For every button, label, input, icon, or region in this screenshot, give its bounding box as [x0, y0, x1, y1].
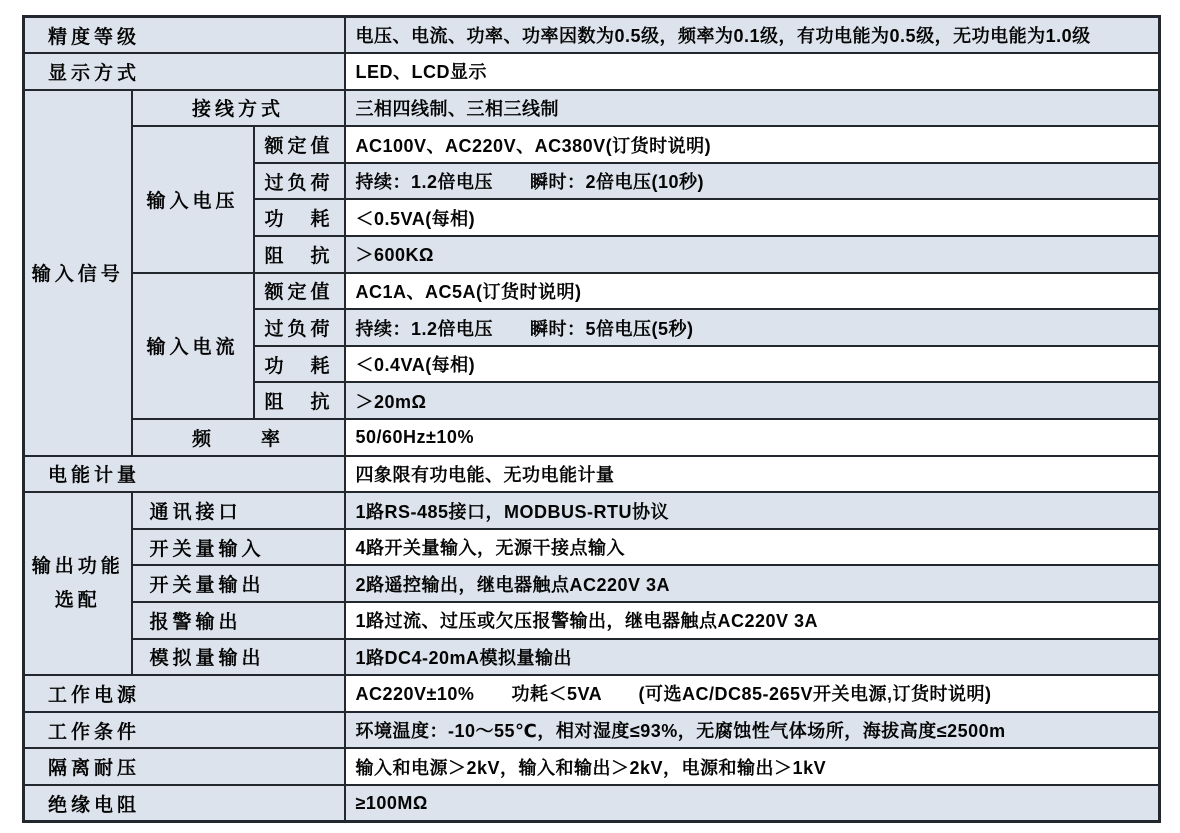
spec-row	[24, 53, 1160, 90]
group-label-output-functions-line1: 输出功能	[31, 556, 124, 578]
spec-value-frequency: 50/60Hz±10%	[345, 419, 1160, 456]
spec-row	[24, 639, 1160, 676]
spec-row	[24, 748, 1160, 785]
spec-row	[24, 90, 1160, 127]
spec-value-current-impedance: ＞20mΩ	[345, 382, 1160, 419]
spec-value-power-supply: AC220V±10% 功耗＜5VA (可选AC/DC85-265V开关电源,订货时说明)	[345, 675, 1160, 712]
spec-row	[24, 712, 1160, 749]
spec-label-switch-input: 开关量输入	[132, 529, 345, 566]
spec-label-frequency: 频 率	[132, 419, 345, 456]
spec-value-wiring-mode: 三相四线制、三相三线制	[345, 90, 1160, 127]
spec-value-comm-interface: 1路RS-485接口，MODBUS-RTU协议	[345, 492, 1160, 529]
spec-row	[24, 492, 1160, 529]
spec-row	[24, 565, 1160, 602]
spec-label-display-mode: 显示方式	[24, 53, 345, 90]
spec-row	[24, 17, 1160, 54]
spec-table	[22, 15, 1161, 823]
spec-row	[24, 126, 1160, 163]
spec-row	[24, 529, 1160, 566]
spec-label-working-conditions: 工作条件	[24, 712, 345, 749]
spec-value-current-rated: AC1A、AC5A(订货时说明)	[345, 273, 1160, 310]
spec-value-isolation-withstand: 输入和电源＞2kV，输入和输出＞2kV，电源和输出＞1kV	[345, 748, 1160, 785]
spec-value-insulation-resistance: ≥100MΩ	[345, 785, 1160, 822]
spec-value-accuracy-class: 电压、电流、功率、功率因数为0.5级，频率为0.1级，有功电能为0.5级，无功电能为1.0级	[345, 17, 1160, 54]
group-label-output-functions	[24, 492, 132, 675]
spec-value-voltage-impedance: ＞600KΩ	[345, 236, 1160, 273]
spec-label-voltage-consumption: 功 耗	[254, 199, 345, 236]
spec-label-alarm-output: 报警输出	[132, 602, 345, 639]
spec-value-current-overload: 持续：1.2倍电压 瞬时：5倍电压(5秒)	[345, 309, 1160, 346]
group-label-output-functions-line2: 选配	[54, 589, 101, 611]
spec-label-current-rated: 额定值	[254, 273, 345, 310]
spec-value-energy-metering: 四象限有功电能、无功电能计量	[345, 456, 1160, 493]
spec-value-voltage-rated: AC100V、AC220V、AC380V(订货时说明)	[345, 126, 1160, 163]
spec-row	[24, 785, 1160, 822]
spec-value-voltage-consumption: ＜0.5VA(每相)	[345, 199, 1160, 236]
spec-label-voltage-overload: 过负荷	[254, 163, 345, 200]
spec-label-power-supply: 工作电源	[24, 675, 345, 712]
spec-label-accuracy-class: 精度等级	[24, 17, 345, 54]
spec-value-current-consumption: ＜0.4VA(每相)	[345, 346, 1160, 383]
spec-label-switch-output: 开关量输出	[132, 565, 345, 602]
spec-value-switch-output: 2路遥控输出，继电器触点AC220V 3A	[345, 565, 1160, 602]
spec-label-insulation-resistance: 绝缘电阻	[24, 785, 345, 822]
group-label-input-signal: 输入信号	[24, 90, 132, 456]
spec-value-alarm-output: 1路过流、过压或欠压报警输出，继电器触点AC220V 3A	[345, 602, 1160, 639]
spec-label-current-consumption: 功 耗	[254, 346, 345, 383]
spec-label-analog-output: 模拟量输出	[132, 639, 345, 676]
spec-label-current-impedance: 阻 抗	[254, 382, 345, 419]
spec-label-voltage-impedance: 阻 抗	[254, 236, 345, 273]
spec-value-switch-input: 4路开关量输入，无源干接点输入	[345, 529, 1160, 566]
spec-label-energy-metering: 电能计量	[24, 456, 345, 493]
spec-row	[24, 456, 1160, 493]
group-label-input-current: 输入电流	[132, 273, 254, 419]
spec-value-voltage-overload: 持续：1.2倍电压 瞬时：2倍电压(10秒)	[345, 163, 1160, 200]
spec-label-wiring-mode: 接线方式	[132, 90, 345, 127]
spec-label-current-overload: 过负荷	[254, 309, 345, 346]
spec-row	[24, 273, 1160, 310]
spec-value-analog-output: 1路DC4-20mA模拟量输出	[345, 639, 1160, 676]
spec-label-comm-interface: 通讯接口	[132, 492, 345, 529]
spec-value-working-conditions: 环境温度：-10～55℃，相对湿度≤93%，无腐蚀性气体场所，海拔高度≤2500m	[345, 712, 1160, 749]
spec-row	[24, 675, 1160, 712]
spec-row	[24, 419, 1160, 456]
spec-row	[24, 602, 1160, 639]
spec-label-isolation-withstand: 隔离耐压	[24, 748, 345, 785]
group-label-input-voltage: 输入电压	[132, 126, 254, 272]
spec-label-voltage-rated: 额定值	[254, 126, 345, 163]
spec-value-display-mode: LED、LCD显示	[345, 53, 1160, 90]
